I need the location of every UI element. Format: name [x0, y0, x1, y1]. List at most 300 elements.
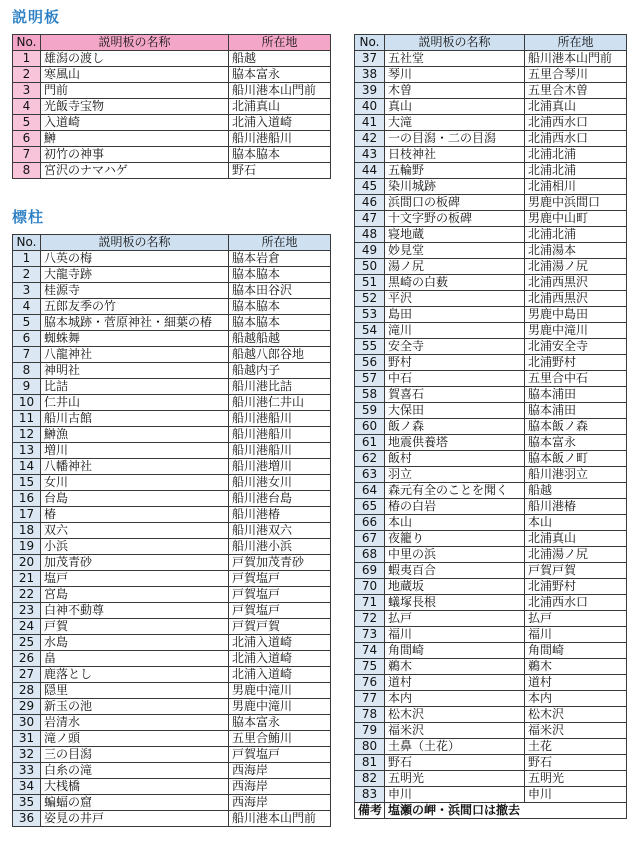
row-place: 船川港女川 [229, 475, 331, 491]
row-name: 八幡神社 [41, 459, 229, 475]
table-row [355, 195, 627, 211]
row-place: 船川港椿 [525, 499, 627, 515]
row-name: 大滝 [385, 115, 525, 131]
row-name: 滝川 [385, 323, 525, 339]
row-name: 台島 [41, 491, 229, 507]
row-place: 脇本富永 [229, 715, 331, 731]
row-name: 姿見の井戸 [41, 811, 229, 827]
table-header-row [13, 35, 331, 51]
table-row [13, 347, 331, 363]
row-number: 83 [355, 787, 385, 803]
row-number: 51 [355, 275, 385, 291]
table-row [355, 691, 627, 707]
row-number: 54 [355, 323, 385, 339]
table-row [13, 699, 331, 715]
row-name: 大保田 [385, 403, 525, 419]
row-name: 五郎友季の竹 [41, 299, 229, 315]
row-name: 小浜 [41, 539, 229, 555]
row-number: 80 [355, 739, 385, 755]
row-place: 福川 [525, 627, 627, 643]
table-header-row [355, 35, 627, 51]
table-row [13, 67, 331, 83]
row-name: 椿の白岩 [385, 499, 525, 515]
table-row [13, 475, 331, 491]
row-number: 50 [355, 259, 385, 275]
row-number: 17 [13, 507, 41, 523]
row-number: 7 [13, 347, 41, 363]
row-place: 船越 [229, 51, 331, 67]
table-row [355, 787, 627, 803]
row-place: 脇本浦田 [525, 403, 627, 419]
row-place: 本山 [525, 515, 627, 531]
row-name: 蝦夷百合 [385, 563, 525, 579]
row-name: 角間崎 [385, 643, 525, 659]
row-number: 1 [13, 51, 41, 67]
row-name: 桂源寺 [41, 283, 229, 299]
row-number: 5 [13, 315, 41, 331]
row-name: 一の目潟・二の目潟 [385, 131, 525, 147]
row-number: 58 [355, 387, 385, 403]
table-row [355, 211, 627, 227]
table-row [355, 595, 627, 611]
row-place: 戸賀塩戸 [229, 571, 331, 587]
row-name: 滝ノ頭 [41, 731, 229, 747]
table-row [355, 83, 627, 99]
row-name: 賀喜石 [385, 387, 525, 403]
row-number: 2 [13, 267, 41, 283]
table-row [355, 739, 627, 755]
table-row [13, 795, 331, 811]
row-number: 26 [13, 651, 41, 667]
row-name: 夜籠り [385, 531, 525, 547]
row-place: 鵜木 [525, 659, 627, 675]
row-name: 光飯寺宝物 [41, 99, 229, 115]
row-place: 男鹿中山町 [525, 211, 627, 227]
row-number: 82 [355, 771, 385, 787]
table-row [13, 299, 331, 315]
row-number: 18 [13, 523, 41, 539]
row-place: 船越八郎谷地 [229, 347, 331, 363]
row-number: 36 [13, 811, 41, 827]
row-name: 白糸の滝 [41, 763, 229, 779]
row-name: 増川 [41, 443, 229, 459]
row-number: 16 [13, 491, 41, 507]
row-number: 12 [13, 427, 41, 443]
table-row [355, 99, 627, 115]
row-place: 船川港小浜 [229, 539, 331, 555]
row-number: 39 [355, 83, 385, 99]
row-place: 北浦相川 [525, 179, 627, 195]
row-number: 66 [355, 515, 385, 531]
row-number: 32 [13, 747, 41, 763]
row-place: 北浦西黒沢 [525, 275, 627, 291]
row-place: 松木沢 [525, 707, 627, 723]
table-row [355, 387, 627, 403]
table-row [13, 539, 331, 555]
row-name: 浜間口の板碑 [385, 195, 525, 211]
row-name: 岩清水 [41, 715, 229, 731]
row-name: 八英の梅 [41, 251, 229, 267]
row-place: 脇本脇本 [229, 267, 331, 283]
row-name: 神明社 [41, 363, 229, 379]
row-place: 角間崎 [525, 643, 627, 659]
row-name: 椿 [41, 507, 229, 523]
row-name: 松木沢 [385, 707, 525, 723]
row-name: 中石 [385, 371, 525, 387]
row-number: 4 [13, 299, 41, 315]
row-place: 西海岸 [229, 779, 331, 795]
table-row [355, 403, 627, 419]
table-row [355, 755, 627, 771]
row-place: 福米沢 [525, 723, 627, 739]
row-name: 野村 [385, 355, 525, 371]
row-number: 13 [13, 443, 41, 459]
row-name: 妙見堂 [385, 243, 525, 259]
row-place: 北浦安全寺 [525, 339, 627, 355]
row-name: 入道崎 [41, 115, 229, 131]
row-name: 地蔵坂 [385, 579, 525, 595]
row-name: 日枝神社 [385, 147, 525, 163]
row-name: 黒崎の白薮 [385, 275, 525, 291]
row-name: 福米沢 [385, 723, 525, 739]
table-row [13, 251, 331, 267]
row-number: 3 [13, 83, 41, 99]
row-place: 申川 [525, 787, 627, 803]
row-number: 38 [355, 67, 385, 83]
row-name: 加茂青砂 [41, 555, 229, 571]
row-number: 63 [355, 467, 385, 483]
row-name: 八龍神社 [41, 347, 229, 363]
row-name: 大龍寺跡 [41, 267, 229, 283]
row-place: 本内 [525, 691, 627, 707]
row-number: 68 [355, 547, 385, 563]
row-name: 五明光 [385, 771, 525, 787]
row-number: 40 [355, 99, 385, 115]
header-place: 所在地 [229, 35, 331, 51]
table-row [13, 811, 331, 827]
row-number: 37 [355, 51, 385, 67]
table-row [13, 83, 331, 99]
row-name: 琴川 [385, 67, 525, 83]
row-number: 23 [13, 603, 41, 619]
table-row [355, 291, 627, 307]
table-row [355, 467, 627, 483]
row-name: 三の目潟 [41, 747, 229, 763]
row-number: 72 [355, 611, 385, 627]
row-name: 初竹の神事 [41, 147, 229, 163]
row-name: 十文字野の板碑 [385, 211, 525, 227]
table-row [355, 707, 627, 723]
remark-row [355, 803, 627, 819]
table-row [13, 651, 331, 667]
row-place: 北浦真山 [229, 99, 331, 115]
row-name: 蜘蛛舞 [41, 331, 229, 347]
row-number: 60 [355, 419, 385, 435]
header-name: 説明板の名称 [41, 235, 229, 251]
row-number: 34 [13, 779, 41, 795]
row-name: 平沢 [385, 291, 525, 307]
row-number: 28 [13, 683, 41, 699]
table-row [355, 483, 627, 499]
row-number: 62 [355, 451, 385, 467]
row-number: 19 [13, 539, 41, 555]
row-name: 蝙蝠の窟 [41, 795, 229, 811]
table-row [13, 667, 331, 683]
row-name: 申川 [385, 787, 525, 803]
row-name: 鵜木 [385, 659, 525, 675]
table-row [13, 491, 331, 507]
row-number: 22 [13, 587, 41, 603]
row-place: 脇本脇本 [229, 315, 331, 331]
row-place: 道村 [525, 675, 627, 691]
header-name: 説明板の名称 [385, 35, 525, 51]
explain-table-body [13, 51, 331, 179]
row-number: 7 [13, 147, 41, 163]
row-number: 42 [355, 131, 385, 147]
table-row [13, 763, 331, 779]
row-place: 脇本岩倉 [229, 251, 331, 267]
post-table-left [12, 234, 331, 827]
row-number: 73 [355, 627, 385, 643]
table-row [355, 163, 627, 179]
table-row [355, 371, 627, 387]
explain-section-title: 説明板 [12, 8, 61, 26]
row-name: 木曽 [385, 83, 525, 99]
header-place: 所在地 [525, 35, 627, 51]
table-row [13, 747, 331, 763]
table-row [355, 499, 627, 515]
row-number: 56 [355, 355, 385, 371]
row-name: 野石 [385, 755, 525, 771]
row-name: 白神不動尊 [41, 603, 229, 619]
row-number: 10 [13, 395, 41, 411]
row-number: 44 [355, 163, 385, 179]
row-number: 6 [13, 331, 41, 347]
table-row [13, 715, 331, 731]
row-number: 70 [355, 579, 385, 595]
row-place: 北浦野村 [525, 579, 627, 595]
row-number: 15 [13, 475, 41, 491]
row-number: 77 [355, 691, 385, 707]
row-place: 船川港本山門前 [229, 83, 331, 99]
post-section-title: 標柱 [12, 208, 45, 226]
row-place: 船川港増川 [229, 459, 331, 475]
remark-text: 塩瀬の岬・浜間口は撤去 [385, 803, 627, 819]
table-row [355, 307, 627, 323]
row-number: 81 [355, 755, 385, 771]
table-row [13, 459, 331, 475]
row-number: 33 [13, 763, 41, 779]
table-row [355, 611, 627, 627]
row-name: 畠 [41, 651, 229, 667]
row-place: 北浦西水口 [525, 131, 627, 147]
row-place: 五明光 [525, 771, 627, 787]
row-place: 野石 [229, 163, 331, 179]
table-row [13, 115, 331, 131]
row-name: 宮沢のナマハゲ [41, 163, 229, 179]
row-place: 北浦北浦 [525, 163, 627, 179]
table-row [355, 67, 627, 83]
row-name: 塩戸 [41, 571, 229, 587]
row-place: 五里合木曽 [525, 83, 627, 99]
row-name: 土鼻（土花） [385, 739, 525, 755]
table-row [355, 723, 627, 739]
row-place: 脇本浦田 [525, 387, 627, 403]
row-name: 中里の浜 [385, 547, 525, 563]
row-place: 戸賀塩戸 [229, 587, 331, 603]
table-row [355, 115, 627, 131]
row-place: 脇本脇本 [229, 299, 331, 315]
table-row [355, 147, 627, 163]
table-row [13, 571, 331, 587]
table-header-row [13, 235, 331, 251]
table-row [355, 659, 627, 675]
table-row [13, 411, 331, 427]
post-table-right-body [355, 51, 627, 803]
row-name: 船川古館 [41, 411, 229, 427]
row-name: 福川 [385, 627, 525, 643]
explain-table [12, 34, 331, 179]
table-row [13, 731, 331, 747]
row-number: 2 [13, 67, 41, 83]
header-place: 所在地 [229, 235, 331, 251]
row-name: 飯村 [385, 451, 525, 467]
row-number: 76 [355, 675, 385, 691]
header-no: No. [355, 35, 385, 51]
table-row [13, 283, 331, 299]
row-name: 宮島 [41, 587, 229, 603]
table-row [13, 99, 331, 115]
row-place: 戸賀戸賀 [229, 619, 331, 635]
row-number: 53 [355, 307, 385, 323]
table-row [355, 435, 627, 451]
row-name: 女川 [41, 475, 229, 491]
row-name: 湯ノ尻 [385, 259, 525, 275]
row-number: 75 [355, 659, 385, 675]
row-place: 船川港本山門前 [525, 51, 627, 67]
table-row [355, 419, 627, 435]
row-name: 地震供養塔 [385, 435, 525, 451]
table-row [355, 355, 627, 371]
row-number: 71 [355, 595, 385, 611]
row-place: 野石 [525, 755, 627, 771]
row-place: 戸賀塩戸 [229, 747, 331, 763]
row-number: 35 [13, 795, 41, 811]
row-place: 脇本飯ノ町 [525, 451, 627, 467]
row-name: 寒風山 [41, 67, 229, 83]
row-name: 真山 [385, 99, 525, 115]
table-row [355, 515, 627, 531]
row-name: 鹿落とし [41, 667, 229, 683]
row-number: 55 [355, 339, 385, 355]
row-number: 5 [13, 115, 41, 131]
row-place: 戸賀戸賀 [525, 563, 627, 579]
table-row [13, 363, 331, 379]
row-place: 脇本富永 [229, 67, 331, 83]
row-place: 船川港本山門前 [229, 811, 331, 827]
row-number: 29 [13, 699, 41, 715]
table-row [355, 51, 627, 67]
row-name: 大桟橋 [41, 779, 229, 795]
table-row [13, 443, 331, 459]
row-number: 4 [13, 99, 41, 115]
post-table-right [354, 34, 627, 819]
row-place: 北浦入道崎 [229, 667, 331, 683]
row-place: 船川港船川 [229, 443, 331, 459]
row-number: 69 [355, 563, 385, 579]
row-number: 24 [13, 619, 41, 635]
row-name: 寝地蔵 [385, 227, 525, 243]
row-name: 鰰 [41, 131, 229, 147]
row-number: 67 [355, 531, 385, 547]
row-place: 脇本飯ノ森 [525, 419, 627, 435]
row-place: 北浦入道崎 [229, 651, 331, 667]
row-place: 男鹿中浜間口 [525, 195, 627, 211]
row-place: 北浦北浦 [525, 147, 627, 163]
table-row [13, 147, 331, 163]
table-row [13, 131, 331, 147]
table-row [13, 779, 331, 795]
row-number: 45 [355, 179, 385, 195]
table-row [355, 179, 627, 195]
row-name: 隠里 [41, 683, 229, 699]
row-place: 男鹿中滝川 [525, 323, 627, 339]
table-row [13, 635, 331, 651]
table-row [13, 619, 331, 635]
row-name: 雄潟の渡し [41, 51, 229, 67]
row-name: 安全寺 [385, 339, 525, 355]
row-place: 男鹿中滝川 [229, 683, 331, 699]
row-name: 本山 [385, 515, 525, 531]
row-place: 北浦入道崎 [229, 635, 331, 651]
row-number: 48 [355, 227, 385, 243]
row-name: 戸賀 [41, 619, 229, 635]
row-place: 払戸 [525, 611, 627, 627]
row-place: 船川港椿 [229, 507, 331, 523]
row-place: 船川港台島 [229, 491, 331, 507]
table-row [355, 275, 627, 291]
table-row [355, 627, 627, 643]
row-name: 道村 [385, 675, 525, 691]
row-number: 9 [13, 379, 41, 395]
row-number: 8 [13, 363, 41, 379]
row-place: 船川港船川 [229, 131, 331, 147]
table-row [355, 579, 627, 595]
table-row [355, 451, 627, 467]
row-place: 北浦入道崎 [229, 115, 331, 131]
row-number: 49 [355, 243, 385, 259]
table-row [355, 531, 627, 547]
row-name: 脇本城跡・菅原神社・細葉の椿 [41, 315, 229, 331]
row-place: 北浦真山 [525, 99, 627, 115]
row-place: 北浦真山 [525, 531, 627, 547]
row-number: 27 [13, 667, 41, 683]
post-table-left-body [13, 251, 331, 827]
row-place: 西海岸 [229, 795, 331, 811]
table-row [13, 379, 331, 395]
table-row [355, 563, 627, 579]
table-row [13, 603, 331, 619]
row-number: 43 [355, 147, 385, 163]
row-place: 脇本田谷沢 [229, 283, 331, 299]
row-number: 78 [355, 707, 385, 723]
row-number: 11 [13, 411, 41, 427]
row-number: 8 [13, 163, 41, 179]
header-name: 説明板の名称 [41, 35, 229, 51]
table-row [355, 243, 627, 259]
row-name: 門前 [41, 83, 229, 99]
header-no: No. [13, 235, 41, 251]
